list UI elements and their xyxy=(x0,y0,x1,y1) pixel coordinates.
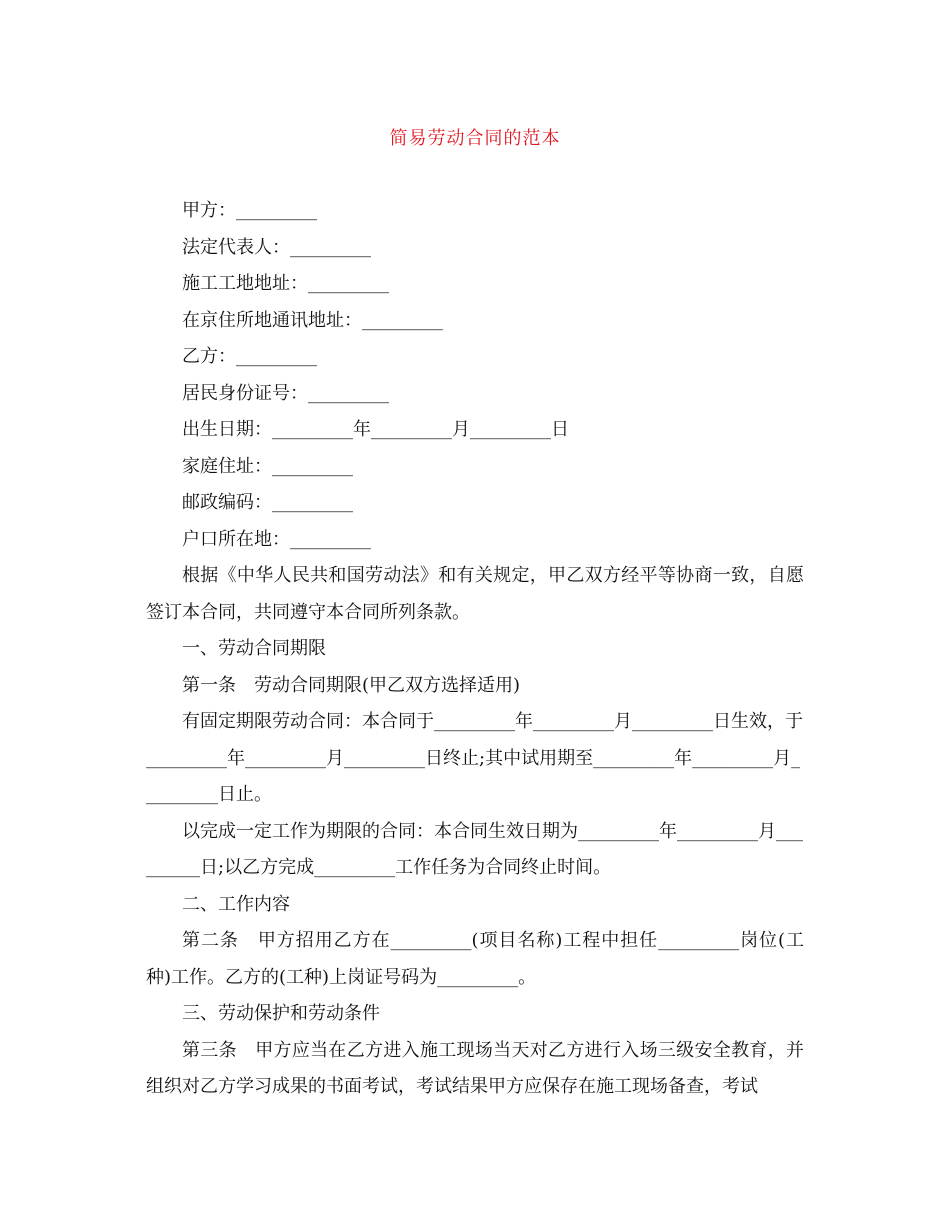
article-1-task-term: 以完成一定工作为期限的合同：本合同生效日期为_________年_________月_________日;以乙方完成_________工作任务为合同终止时间。 xyxy=(146,820,803,878)
article-1-heading: 第一条 劳动合同期限(甲乙双方选择适用) xyxy=(182,674,521,696)
section-3-heading: 三、劳动保护和劳动条件 xyxy=(182,1003,380,1024)
document-body xyxy=(146,193,804,1106)
field-party-a: 甲方：_________ xyxy=(182,200,317,221)
field-beijing-address: 在京住所地通讯地址：_________ xyxy=(182,309,443,331)
field-home-address: 家庭住址：_________ xyxy=(182,455,353,477)
field-birth-date: 出生日期：_________年_________月_________日 xyxy=(182,419,569,440)
document-title: 简易劳动合同的范本 xyxy=(389,128,561,149)
field-site-address: 施工工地地址：_________ xyxy=(182,273,389,294)
field-postal-code: 邮政编码：_________ xyxy=(182,492,353,513)
intro-paragraph: 根据《中华人民共和国劳动法》和有关规定，甲乙双方经平等协商一致，自愿签订本合同，共同遵守本合同所列条款。 xyxy=(146,565,804,623)
field-legal-representative: 法定代表人：_________ xyxy=(182,236,371,258)
article-1-fixed-term: 有固定期限劳动合同：本合同于_________年_________月_________日生效，于_________年_________月_________日终止;其中试用期至_________年_________月_________日止。 xyxy=(146,711,803,805)
field-hukou-location: 户口所在地：_________ xyxy=(182,528,371,550)
article-3-paragraph: 第三条 甲方应当在乙方进入施工现场当天对乙方进行入场三级安全教育，并组织对乙方学习成果的书面考试，考试结果甲方应保存在施工现场备查，考试 xyxy=(146,1039,804,1097)
field-party-b: 乙方：_________ xyxy=(182,346,317,367)
field-id-number: 居民身份证号：_________ xyxy=(182,382,389,404)
article-2-paragraph: 第二条 甲方招用乙方在_________(项目名称)工程中担任_________岗位(工种)工作。乙方的(工种)上岗证号码为_________。 xyxy=(146,930,804,988)
section-2-heading: 二、工作内容 xyxy=(182,893,290,915)
section-1-heading: 一、劳动合同期限 xyxy=(182,638,326,659)
